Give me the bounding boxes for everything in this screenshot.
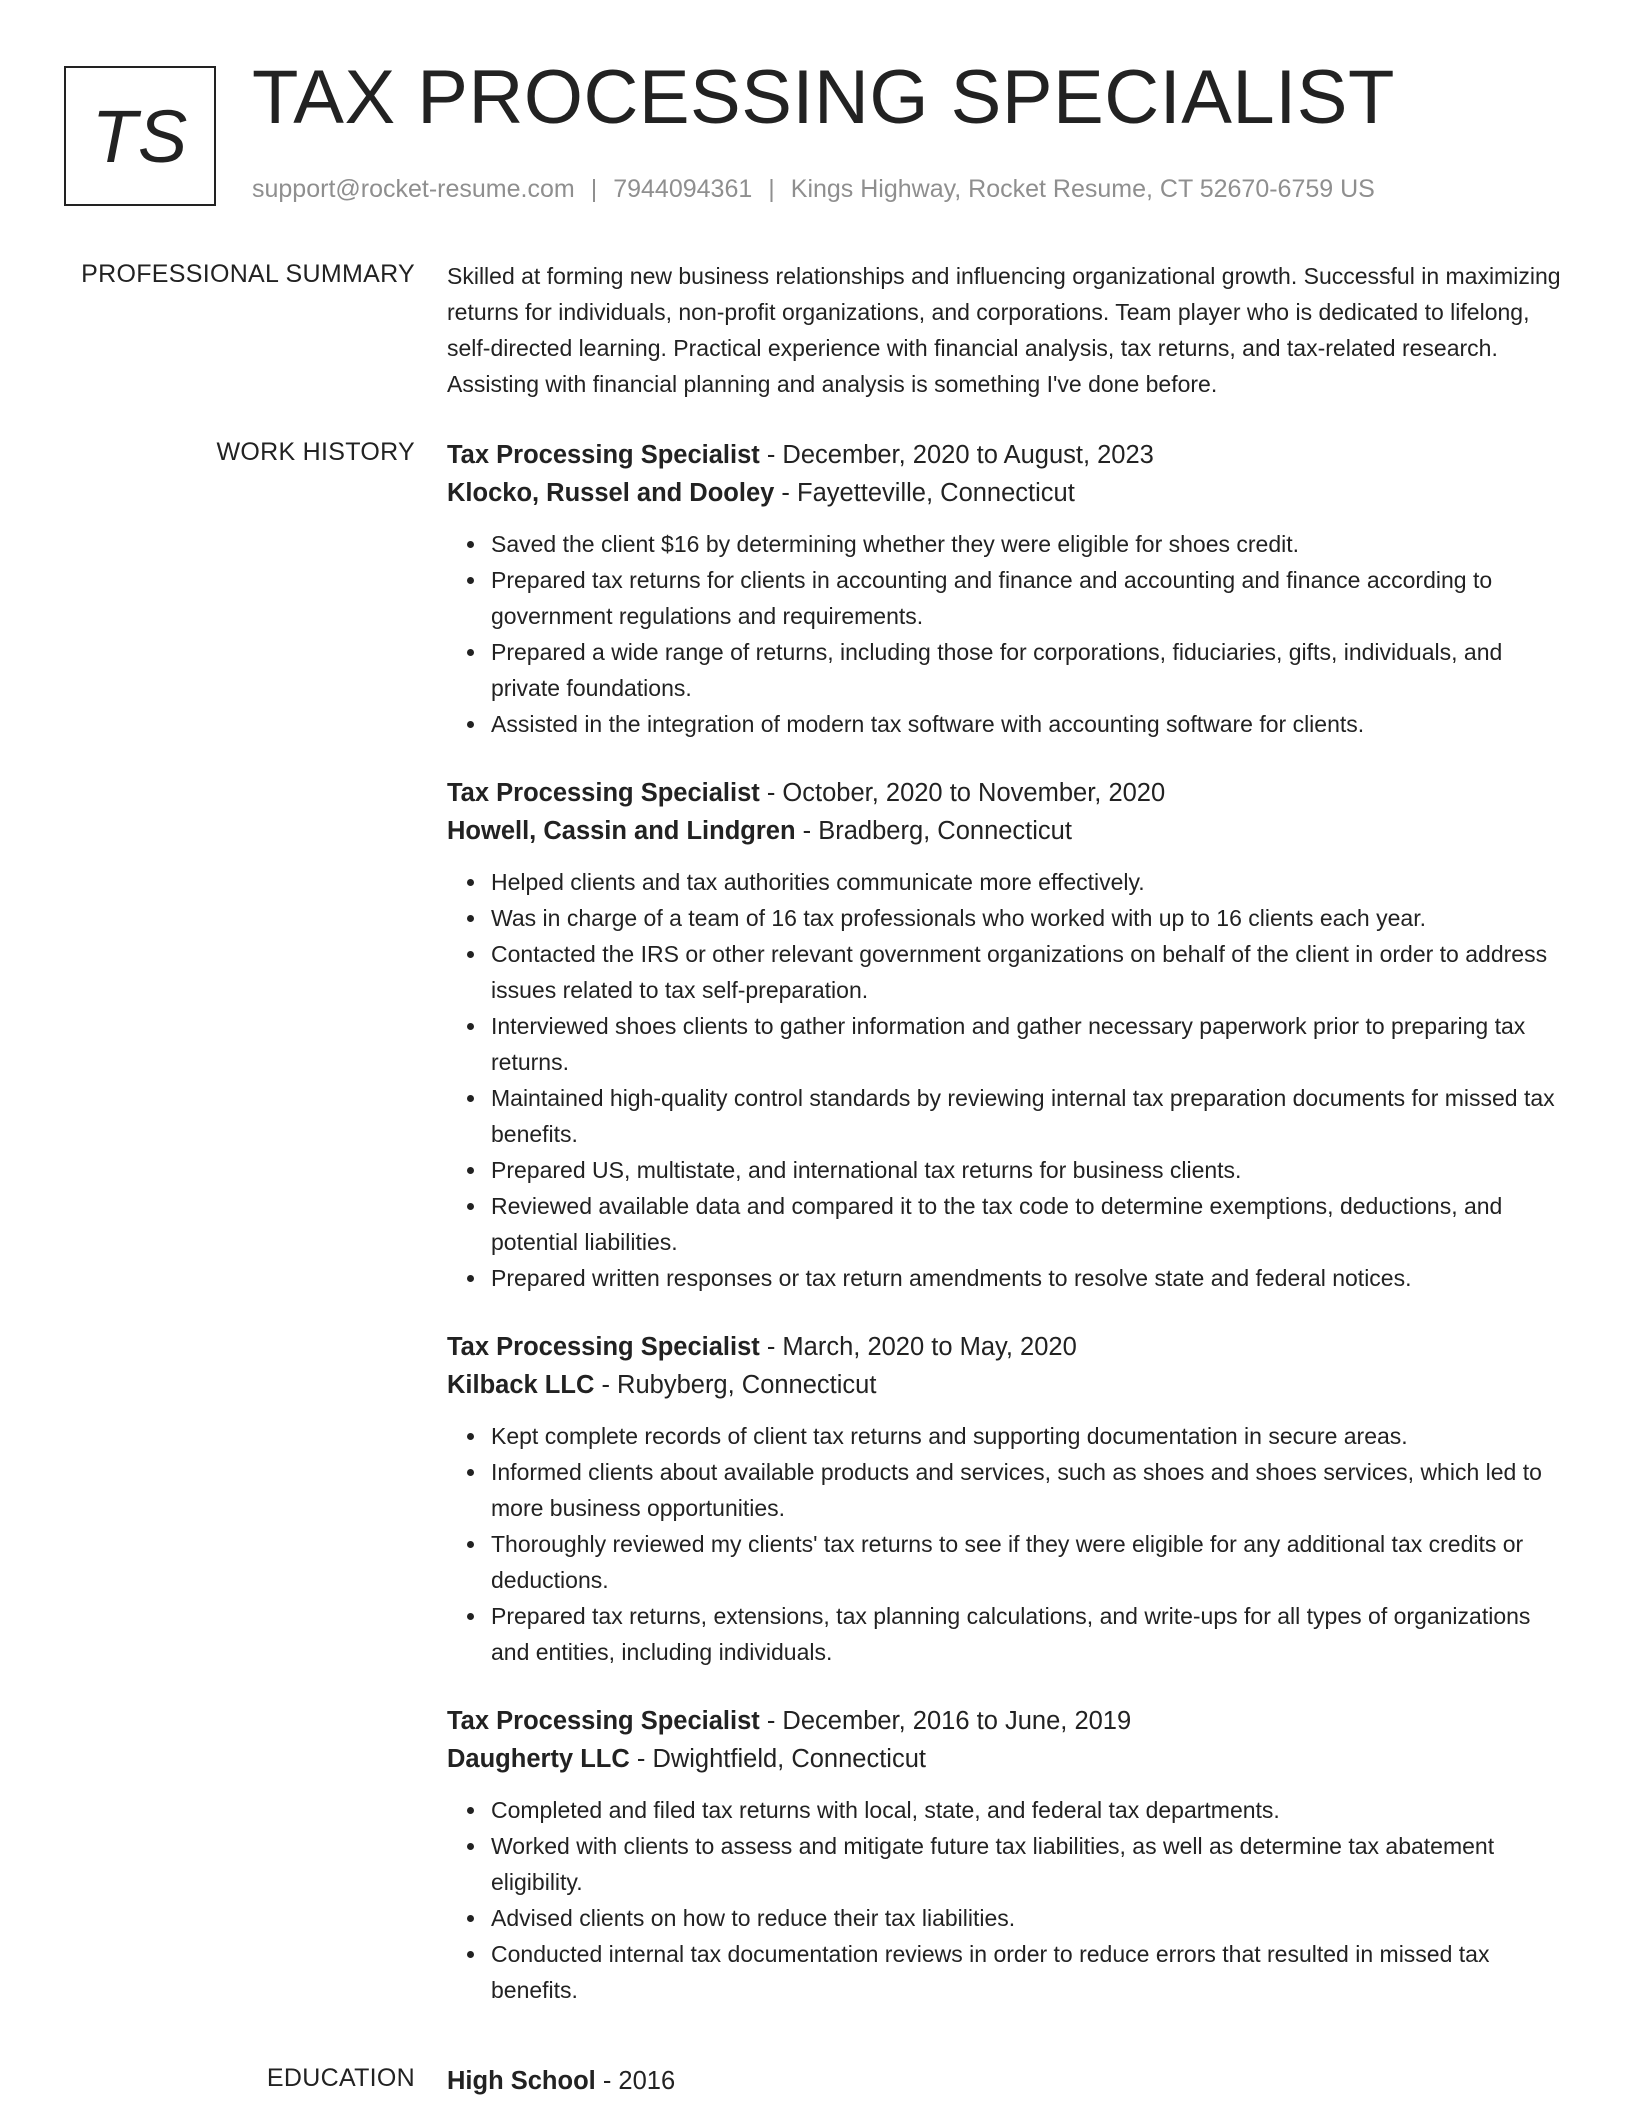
job-bullet: Informed clients about available products and services, such as shoes and shoes services, which led to more business opportunities. xyxy=(491,1454,1567,1526)
job-company: Klocko, Russel and Dooley xyxy=(447,479,775,507)
job-bullet: Contacted the IRS or other relevant government organizations on behalf of the client in order to address issues related to tax self-preparation. xyxy=(491,936,1567,1008)
job-company: Daugherty LLC xyxy=(447,1745,630,1773)
job-dash: - xyxy=(759,1333,783,1361)
job-dates: October, 2020 to November, 2020 xyxy=(782,779,1166,807)
contact-address: Kings Highway, Rocket Resume, CT 52670-6759 US xyxy=(790,175,1375,203)
job-location: Bradberg, Connecticut xyxy=(818,817,1072,845)
job-title: Tax Processing Specialist xyxy=(447,1707,760,1735)
job-bullet: Thoroughly reviewed my clients' tax returns to see if they were eligible for any additional tax credits or deductions. xyxy=(491,1526,1567,1598)
job-location: Fayetteville, Connecticut xyxy=(797,479,1075,507)
job-company: Howell, Cassin and Lindgren xyxy=(447,817,796,845)
job-bullets xyxy=(447,1418,1567,1670)
job-bullet: Maintained high-quality control standards by reviewing internal tax preparation documents for missed tax benefits. xyxy=(491,1080,1567,1152)
contact-separator: | xyxy=(590,175,598,203)
job-bullets xyxy=(447,864,1567,1296)
summary-body xyxy=(447,258,1567,402)
job-bullet: Was in charge of a team of 16 tax professionals who worked with up to 16 clients each year. xyxy=(491,900,1567,936)
job-dash: - xyxy=(629,1745,653,1773)
job-dash: - xyxy=(594,1371,618,1399)
job-title-line xyxy=(447,774,1567,812)
job-entry xyxy=(447,1328,1567,1670)
job-dates: March, 2020 to May, 2020 xyxy=(782,1333,1077,1361)
job-location: Rubyberg, Connecticut xyxy=(617,1371,877,1399)
job-company-line xyxy=(447,1366,1567,1404)
contact-phone: 7944094361 xyxy=(613,175,753,203)
job-bullet: Conducted internal tax documentation reviews in order to reduce errors that resulted in missed tax benefits. xyxy=(491,1936,1567,2008)
job-bullet: Interviewed shoes clients to gather information and gather necessary paperwork prior to preparing tax returns. xyxy=(491,1008,1567,1080)
job-dash: - xyxy=(759,1707,783,1735)
job-title-line xyxy=(447,1702,1567,1740)
job-entry xyxy=(447,1702,1567,2008)
job-bullet: Kept complete records of client tax returns and supporting documentation in secure areas. xyxy=(491,1418,1567,1454)
job-dash: - xyxy=(759,441,783,469)
job-bullet: Prepared a wide range of returns, including those for corporations, fiduciaries, gifts, individuals, and private foundations. xyxy=(491,634,1567,706)
job-bullet: Worked with clients to assess and mitigate future tax liabilities, as well as determine tax abatement eligibility. xyxy=(491,1828,1567,1900)
job-company-line xyxy=(447,474,1567,512)
job-title-line xyxy=(447,1328,1567,1366)
summary-text: Skilled at forming new business relationships and influencing organizational growth. Successful in maximizing returns for individuals, non-profit organizations, and corporations. Team player who is dedicated to lifelong, self-directed learning. Practical experience with financial analysis, tax returns, and tax-related research. Assisting with financial planning and analysis is something I've done before. xyxy=(447,263,1561,397)
job-bullet: Assisted in the integration of modern tax software with accounting software for clients. xyxy=(491,706,1567,742)
page-title: TAX PROCESSING SPECIALIST xyxy=(252,55,1395,140)
job-bullet: Prepared tax returns, extensions, tax planning calculations, and write-ups for all types of organizations and entities, including individuals. xyxy=(491,1598,1567,1670)
job-dates: December, 2020 to August, 2023 xyxy=(782,441,1154,469)
job-company: Kilback LLC xyxy=(447,1371,595,1399)
job-location: Dwightfield, Connecticut xyxy=(652,1745,926,1773)
contact-email: support@rocket-resume.com xyxy=(252,175,575,203)
education-label: EDUCATION xyxy=(266,2064,415,2092)
education-year: 2016 xyxy=(618,2067,676,2095)
monogram-logo: TS xyxy=(64,66,216,206)
job-bullet: Advised clients on how to reduce their tax liabilities. xyxy=(491,1900,1567,1936)
job-dash: - xyxy=(795,817,819,845)
contact-line xyxy=(252,174,1375,204)
job-dates: December, 2016 to June, 2019 xyxy=(782,1707,1132,1735)
job-bullet: Saved the client $16 by determining whether they were eligible for shoes credit. xyxy=(491,526,1567,562)
job-bullet: Prepared US, multistate, and international tax returns for business clients. xyxy=(491,1152,1567,1188)
job-entry xyxy=(447,774,1567,1296)
work-history-body xyxy=(447,436,1567,2040)
job-title: Tax Processing Specialist xyxy=(447,1333,760,1361)
job-bullets xyxy=(447,1792,1567,2008)
summary-label: PROFESSIONAL SUMMARY xyxy=(81,260,415,288)
education-body xyxy=(447,2062,1567,2100)
education-line xyxy=(447,2062,1567,2100)
education-dash: - xyxy=(595,2067,619,2095)
education-degree: High School xyxy=(447,2067,596,2095)
job-company-line xyxy=(447,812,1567,850)
job-bullet: Completed and filed tax returns with local, state, and federal tax departments. xyxy=(491,1792,1567,1828)
job-dash: - xyxy=(759,779,783,807)
work-history-label: WORK HISTORY xyxy=(216,438,415,466)
job-bullet: Prepared written responses or tax return amendments to resolve state and federal notices. xyxy=(491,1260,1567,1296)
job-title-line xyxy=(447,436,1567,474)
job-bullets xyxy=(447,526,1567,742)
job-bullet: Prepared tax returns for clients in accounting and finance and accounting and finance according to government regulations and requirements. xyxy=(491,562,1567,634)
job-dash: - xyxy=(774,479,798,507)
job-company-line xyxy=(447,1740,1567,1778)
job-entry xyxy=(447,436,1567,742)
contact-separator: | xyxy=(768,175,775,203)
job-title: Tax Processing Specialist xyxy=(447,441,760,469)
job-bullet: Helped clients and tax authorities communicate more effectively. xyxy=(491,864,1567,900)
job-bullet: Reviewed available data and compared it to the tax code to determine exemptions, deductions, and potential liabilities. xyxy=(491,1188,1567,1260)
job-title: Tax Processing Specialist xyxy=(447,779,760,807)
